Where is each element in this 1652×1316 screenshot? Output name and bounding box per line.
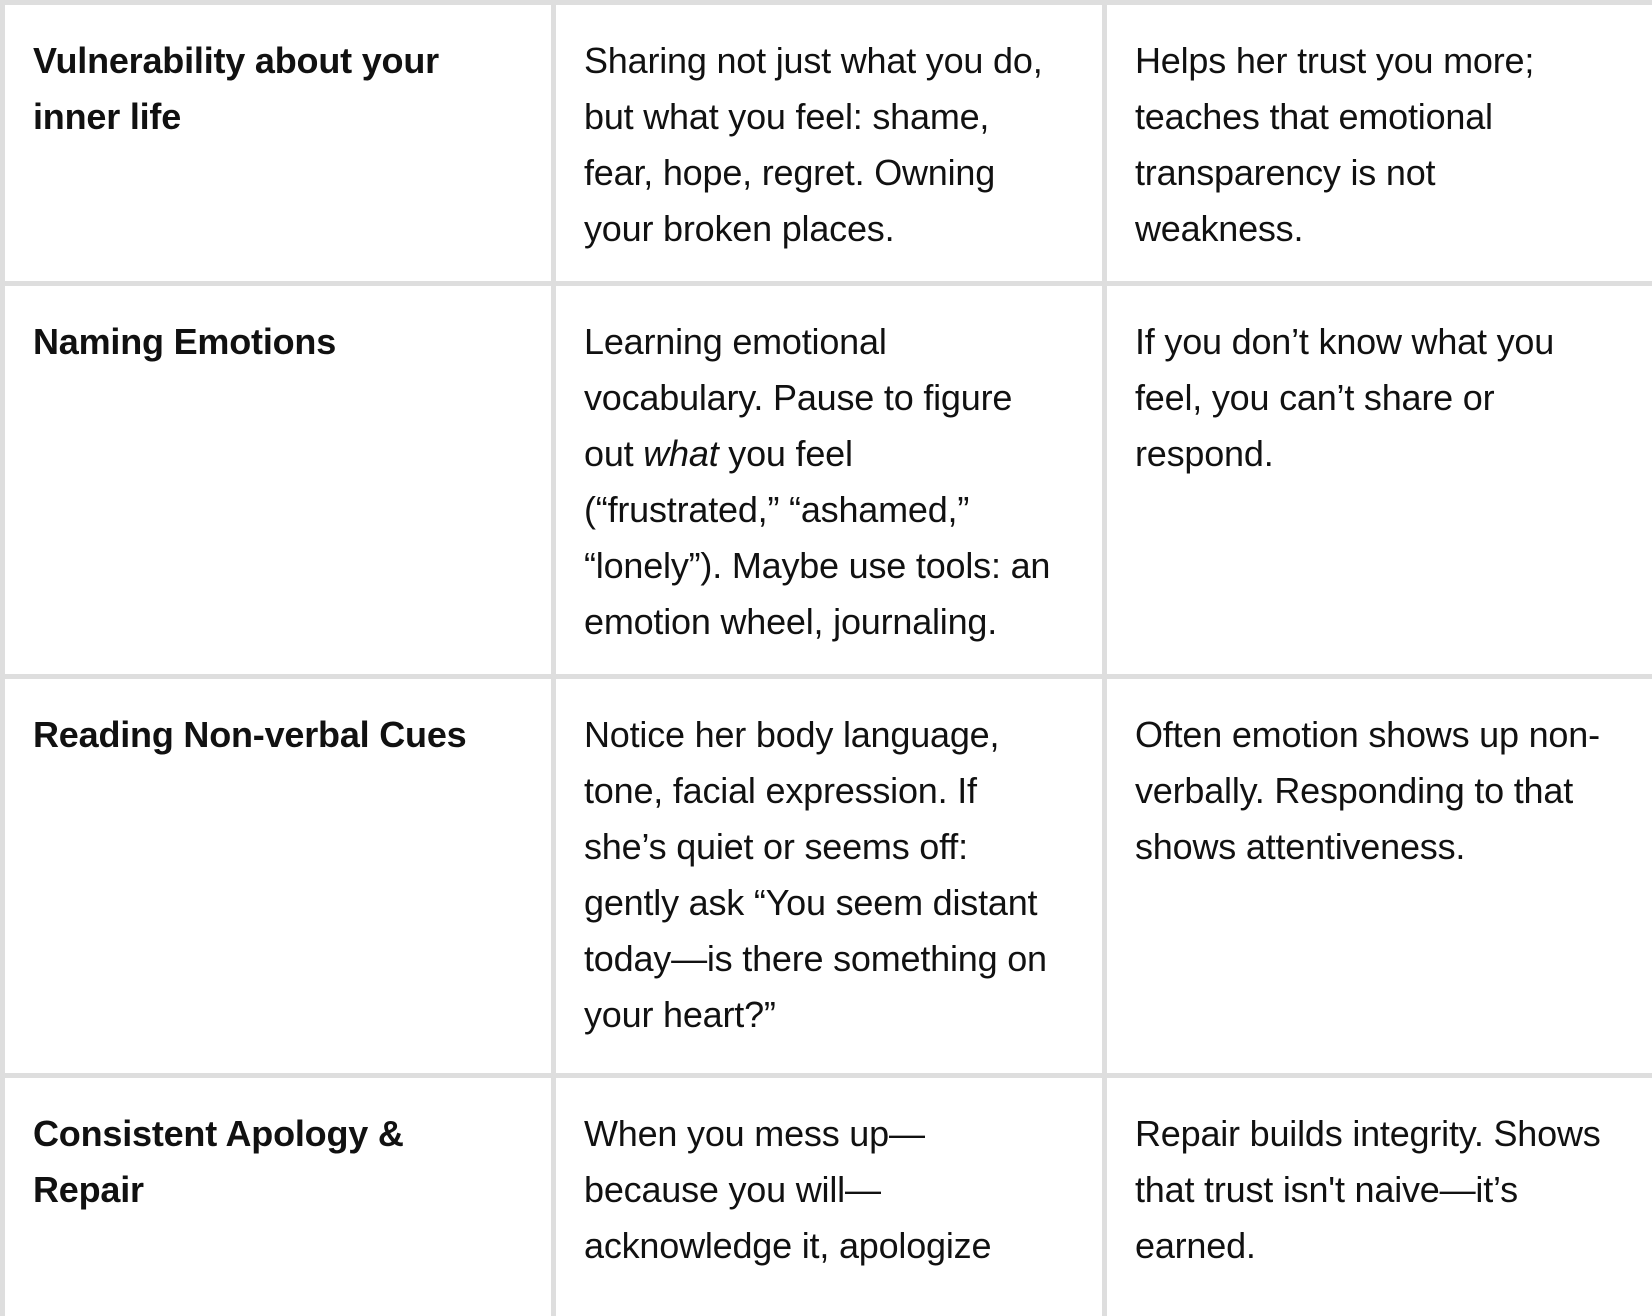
text-line: weakness.: [1135, 208, 1304, 249]
text-line: respond.: [1135, 433, 1274, 474]
text-segment: out: [584, 433, 644, 474]
text-line: she’s quiet or seems off:: [584, 826, 968, 867]
text-line: Repair builds integrity. Shows: [1135, 1113, 1601, 1154]
text-line: verbally. Responding to that: [1135, 770, 1574, 811]
table-row: [3, 284, 1652, 677]
benefit-cell: [1105, 3, 1652, 284]
heading-line: Vulnerability about your: [33, 40, 439, 81]
text-line: transparency is not: [1135, 152, 1436, 193]
text-line: shows attentiveness.: [1135, 826, 1466, 867]
heading-line: Naming Emotions: [33, 321, 337, 362]
text-line: (“frustrated,” “ashamed,”: [584, 489, 970, 530]
text-line: fear, hope, regret. Owning: [584, 152, 996, 193]
text-line: today—is there something on: [584, 938, 1047, 979]
text-line: but what you feel: shame,: [584, 96, 990, 137]
row-heading-cell: [3, 284, 554, 677]
heading-line: Repair: [33, 1169, 144, 1210]
heading-line: Reading Non-verbal Cues: [33, 714, 467, 755]
text-line: acknowledge it, apologize: [584, 1225, 992, 1266]
description-cell: [554, 677, 1105, 1076]
text-line: tone, facial expression. If: [584, 770, 977, 811]
heading-line: Consistent Apology &: [33, 1113, 404, 1154]
row-heading-cell: [3, 3, 554, 284]
text-line: Sharing not just what you do,: [584, 40, 1043, 81]
emphasis-text: what: [643, 433, 719, 474]
table-row: [3, 677, 1652, 1076]
description-cell: [554, 284, 1105, 677]
text-line: earned.: [1135, 1225, 1256, 1266]
text-line: your heart?”: [584, 994, 776, 1035]
description-cell: [554, 1076, 1105, 1316]
text-line: If you don’t know what you: [1135, 321, 1555, 362]
text-line: vocabulary. Pause to figure: [584, 377, 1013, 418]
benefit-cell: [1105, 284, 1652, 677]
row-heading-cell: [3, 677, 554, 1076]
text-line: When you mess up—: [584, 1113, 925, 1154]
text-line: emotion wheel, journaling.: [584, 601, 998, 642]
table-row: [3, 1076, 1652, 1316]
benefit-cell: [1105, 677, 1652, 1076]
description-cell: [554, 3, 1105, 284]
text-line: Learning emotional: [584, 321, 887, 362]
text-line: Helps her trust you more;: [1135, 40, 1535, 81]
text-line: Often emotion shows up non-: [1135, 714, 1600, 755]
text-line: because you will—: [584, 1169, 881, 1210]
row-heading-cell: [3, 1076, 554, 1316]
heading-line: inner life: [33, 96, 182, 137]
text-line: teaches that emotional: [1135, 96, 1493, 137]
text-line: gently ask “You seem distant: [584, 882, 1038, 923]
text-segment: you feel: [718, 433, 853, 474]
text-line: that trust isn't naive—it’s: [1135, 1169, 1518, 1210]
text-line: your broken places.: [584, 208, 895, 249]
benefit-cell: [1105, 1076, 1652, 1316]
text-line: feel, you can’t share or: [1135, 377, 1495, 418]
text-line: “lonely”). Maybe use tools: an: [584, 545, 1051, 586]
table-row: [3, 3, 1652, 284]
text-line: Notice her body language,: [584, 714, 1000, 755]
text-line: [584, 426, 1074, 482]
